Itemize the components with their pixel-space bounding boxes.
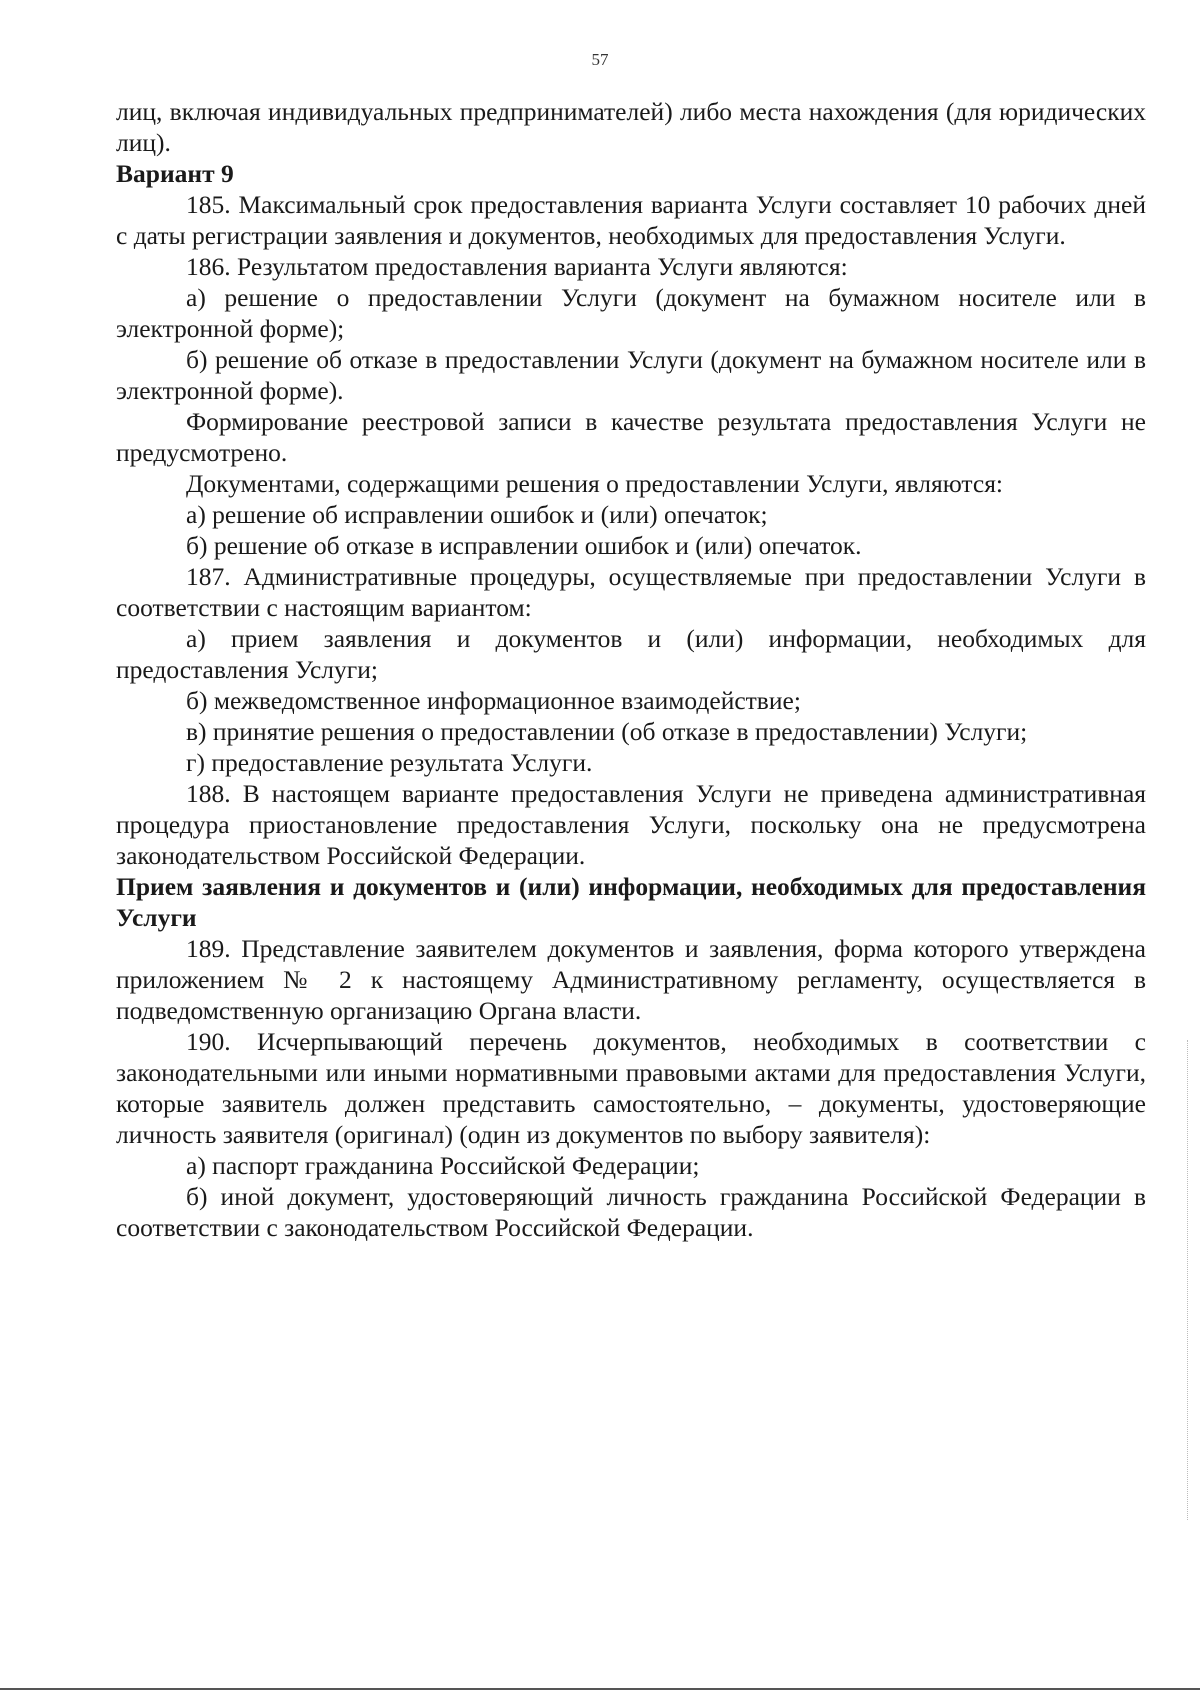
scan-bottom-line: [0, 1688, 1200, 1690]
list-item-decision-a: а) решение об исправлении ошибок и (или) опечаток;: [186, 500, 768, 529]
paragraph-185: 185. Максимальный срок предоставления варианта Услуги составляет 10 рабочих дней с даты регистрации заявления и документов, необходимых для предоставления Услуги.: [116, 190, 1146, 250]
page-number: 57: [591, 50, 609, 69]
paragraph-registry-record: Формирование реестровой записи в качестве результата предоставления Услуги не предусмотрено.: [116, 407, 1146, 467]
section-heading-reception: Прием заявления и документов и (или) информации, необходимых для предоставления Услуги: [116, 872, 1146, 932]
list-item-187-d: г) предоставление результата Услуги.: [186, 748, 593, 777]
list-item-186-a: а) решение о предоставлении Услуги (документ на бумажном носителе или в электронной форме);: [116, 283, 1146, 343]
paragraph-187: 187. Административные процедуры, осуществляемые при предоставлении Услуги в соответствии с настоящим вариантом:: [116, 562, 1146, 622]
paragraph-186: 186. Результатом предоставления варианта Услуги являются:: [186, 252, 848, 281]
list-item-190-a: а) паспорт гражданина Российской Федерации;: [186, 1151, 700, 1180]
list-item-186-b: б) решение об отказе в предоставлении Услуги (документ на бумажном носителе или в электронной форме).: [116, 345, 1146, 405]
section-heading-variant: Вариант 9: [116, 159, 234, 188]
paragraph-decision-documents: Документами, содержащими решения о предоставлении Услуги, являются:: [186, 469, 1004, 498]
list-item-187-a: а) прием заявления и документов и (или) информации, необходимых для предоставления Услуги;: [116, 624, 1146, 684]
paragraph-continuation: лиц, включая индивидуальных предпринимателей) либо места нахождения (для юридических лиц).: [116, 97, 1146, 157]
document-body: [116, 96, 1146, 1243]
list-item-190-b: б) иной документ, удостоверяющий личность гражданина Российской Федерации в соответствии с законодательством Российской Федерации.: [116, 1182, 1146, 1242]
list-item-187-b: б) межведомственное информационное взаимодействие;: [186, 686, 801, 715]
list-item-decision-b: б) решение об отказе в исправлении ошибок и (или) опечаток.: [186, 531, 862, 560]
list-item-187-c: в) принятие решения о предоставлении (об отказе в предоставлении) Услуги;: [186, 717, 1028, 746]
scan-edge-artifact: [1187, 1040, 1189, 1520]
paragraph-188: 188. В настоящем варианте предоставления Услуги не приведена административная процедура приостановление предоставления Услуги, поскольку она не предусмотрена законодательством Российской Федерации.: [116, 779, 1146, 870]
paragraph-189: 189. Представление заявителем документов и заявления, форма которого утверждена приложением № 2 к настоящему Административному регламенту, осуществляется в подведомственную организацию Органа власти.: [116, 934, 1146, 1025]
paragraph-190: 190. Исчерпывающий перечень документов, необходимых в соответствии с законодательными или иными нормативными правовыми актами для предоставления Услуги, которые заявитель должен представить самостоятельно, – документы, удостоверяющие личность заявителя (оригинал) (один из документов по выбору заявителя):: [116, 1027, 1146, 1149]
